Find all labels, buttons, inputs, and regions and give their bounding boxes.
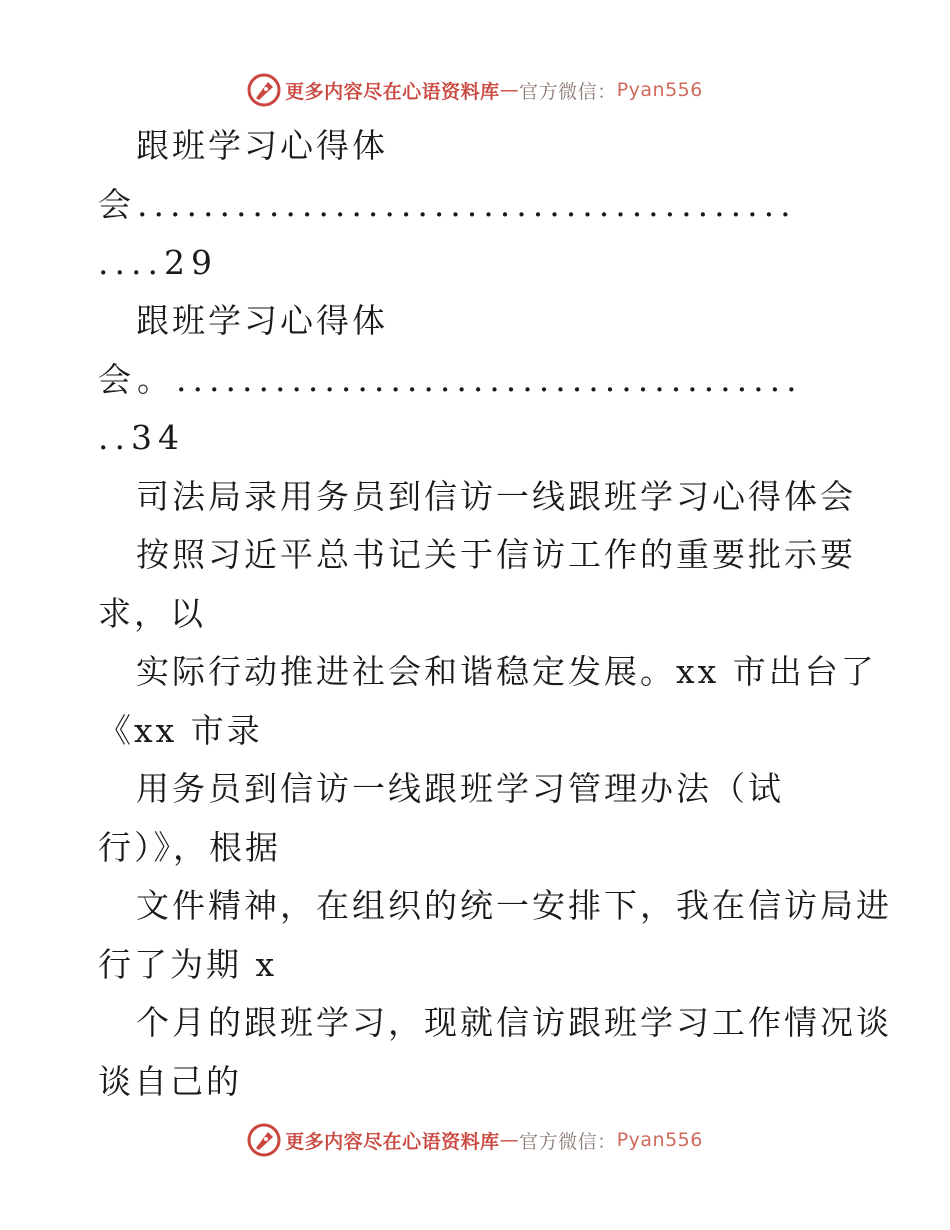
banner-wechat-id: Pyan556 [616, 1129, 703, 1151]
toc-entry-title: 跟班学习心得体 [136, 301, 388, 340]
paragraph-line: 实际行动推进社会和谐稳定发展。xx 市出台了 [136, 652, 877, 691]
banner-main-text: 更多内容尽在心语资料库 [285, 80, 500, 103]
paragraph-line: 个月的跟班学习，现就信访跟班学习工作情况谈 [136, 1003, 892, 1042]
banner-separator: — [499, 79, 520, 101]
toc-entry-leader: 会........................................ [98, 185, 797, 224]
paragraph-line: 用务员到信访一线跟班学习管理办法（试 [136, 769, 784, 808]
paragraph-line: 文件精神，在组织的统一安排下，我在信访局进 [136, 886, 892, 925]
paragraph-line: 求，以 [98, 594, 206, 633]
paragraph-line: 行了为期 x [98, 945, 278, 984]
pen-nib-logo-icon [247, 1123, 281, 1157]
toc-entry-page: ....29 [98, 243, 218, 282]
banner-wechat-id: Pyan556 [616, 79, 703, 101]
paragraph-line: 行）》，根据 [98, 828, 281, 867]
toc-entry-leader: 会。...................................... [98, 360, 803, 399]
paragraph-line: 按照习近平总书记关于信访工作的重要批示要 [136, 535, 856, 574]
banner-main-text: 更多内容尽在心语资料库 [285, 1130, 500, 1153]
banner-separator: — [499, 1129, 520, 1151]
toc-entry-title: 跟班学习心得体 [136, 126, 388, 165]
paragraph-line: 《xx 市录 [98, 711, 263, 750]
footer-watermark-banner [0, 1120, 950, 1160]
toc-entry-page: ..34 [98, 418, 185, 457]
banner-sub-text: 官方微信： [519, 1130, 617, 1153]
paragraph-line: 谈自己的 [98, 1062, 242, 1101]
banner-sub-text: 官方微信： [519, 80, 617, 103]
article-title: 司法局录用务员到信访一线跟班学习心得体会 [136, 477, 856, 516]
